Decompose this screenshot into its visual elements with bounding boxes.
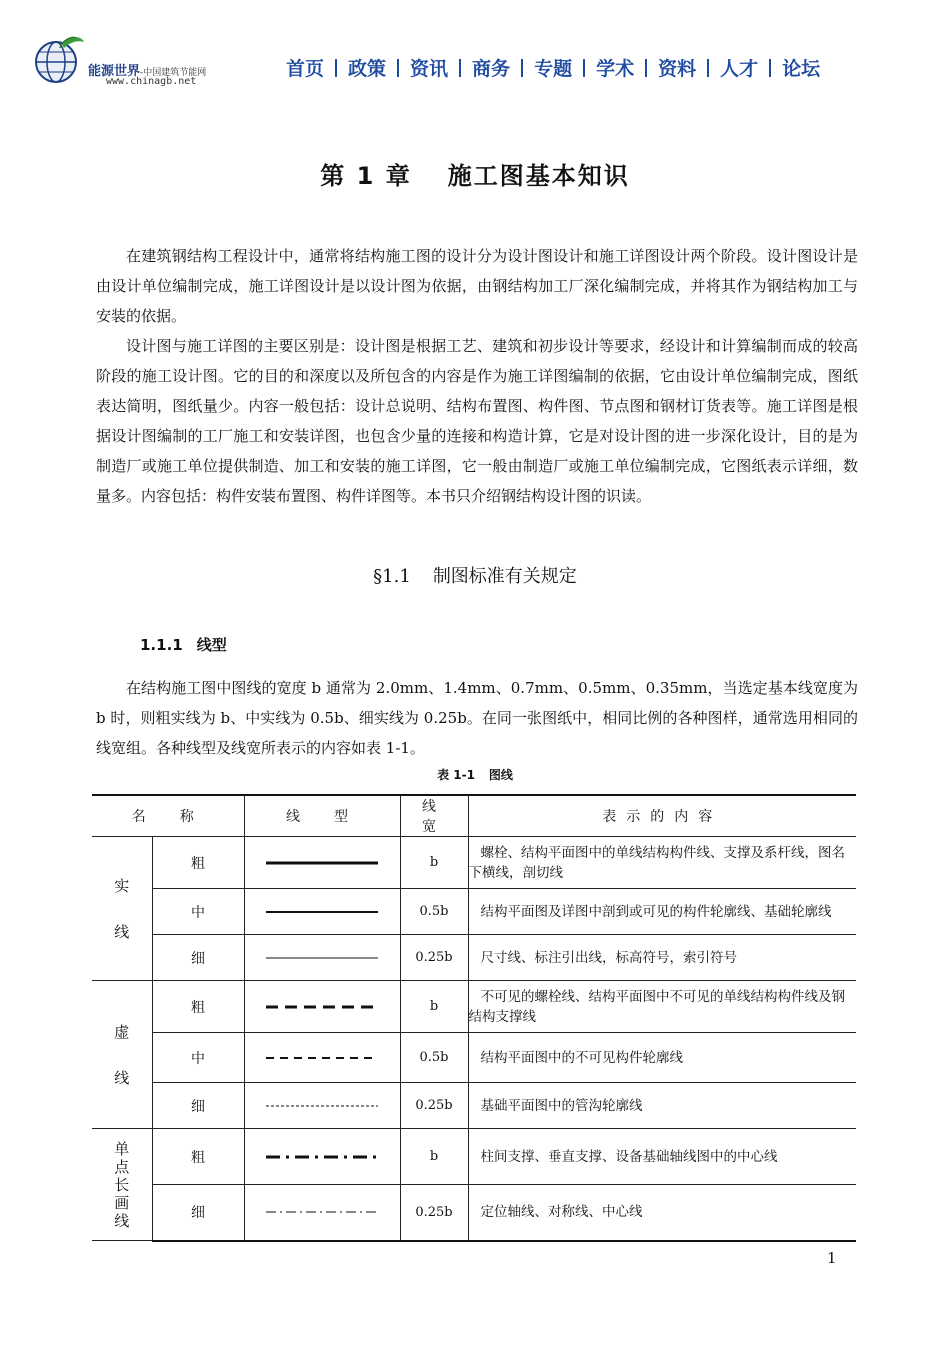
table-row bbox=[92, 1129, 856, 1185]
chapter-heading bbox=[0, 156, 950, 191]
header-name: 名 称 bbox=[92, 795, 244, 837]
line-weight: 粗 bbox=[152, 981, 244, 1033]
line-content: 结构平面图中的不可见构件轮廓线 bbox=[468, 1033, 856, 1083]
line-content: 柱间支撑、垂直支撑、设备基础轴线图中的中心线 bbox=[468, 1129, 856, 1185]
logo-name: 能源世界-中国建筑节能网 bbox=[88, 64, 207, 79]
line-type-table bbox=[92, 794, 856, 1242]
intro-paragraph-1: 在建筑钢结构工程设计中，通常将结构施工图的设计分为设计图设计和施工详图设计两个阶段。设计图设计是由设计单位编制完成，施工详图设计是以设计图为依据，由钢结构加工厂深化编制完成，并将其作为钢结构加工与安装的依据。 bbox=[96, 247, 858, 325]
line-content: 不可见的螺栓线、结构平面图中不可见的单线结构构件线及钢结构支撑线 bbox=[468, 981, 856, 1033]
line-width: 0.25b bbox=[400, 935, 468, 981]
line-content: 螺栓、结构平面图中的单线结构构件线、支撑及系杆线，图名下横线，剖切线 bbox=[468, 837, 856, 889]
nav-item[interactable]: 首页 bbox=[286, 58, 325, 80]
line-content: 结构平面图及详图中剖到或可见的构件轮廓线、基础轮廓线 bbox=[468, 889, 856, 935]
line-sample-graphic bbox=[262, 857, 382, 869]
group-name: 实 线 bbox=[92, 837, 152, 981]
table-row bbox=[92, 837, 856, 889]
header-content: 表示的内容 bbox=[468, 795, 856, 837]
line-sample-graphic bbox=[262, 906, 382, 918]
line-sample bbox=[244, 1129, 400, 1185]
line-sample-graphic bbox=[262, 1151, 382, 1163]
line-type-paragraph: 在结构施工图中图线的宽度 b 通常为 2.0mm、1.4mm、0.7mm、0.5mm、0.35mm，当选定基本线宽度为 b 时，则粗实线为 b、中实线为 0.5b、细实线为 0.25b。在同一张图纸中，相同比例的各种图样，通常选用相同的线宽组。各种线型及线宽所表示的内容如表 1-1。 bbox=[96, 679, 858, 757]
line-sample-graphic bbox=[262, 1052, 382, 1064]
line-sample bbox=[244, 889, 400, 935]
nav-separator bbox=[335, 59, 337, 77]
table-row bbox=[92, 935, 856, 981]
section-heading bbox=[0, 562, 950, 588]
line-sample bbox=[244, 935, 400, 981]
table-caption-number: 表 1-1 bbox=[437, 768, 475, 782]
subsection-heading bbox=[140, 634, 227, 655]
line-width: 0.5b bbox=[400, 1033, 468, 1083]
line-weight: 细 bbox=[152, 1083, 244, 1129]
line-weight: 中 bbox=[152, 1033, 244, 1083]
line-width: b bbox=[400, 837, 468, 889]
intro-paragraph-2: 设计图与施工详图的主要区别是：设计图是根据工艺、建筑和初步设计等要求，经设计和计算编制而成的较高阶段的施工设计图。它的目的和深度以及所包含的内容是作为施工详图编制的依据，它由设计单位编制完成，图纸表达简明，图纸量少。内容一般包括：设计总说明、结构布置图、构件图、节点图和钢材订货表等。施工详图是根据设计图编制的工厂施工和安装详图，也包含少量的连接和构造计算，它是对设计图的进一步深化设计，目的是为制造厂或施工单位提供制造、加工和安装的施工详图，它一般由制造厂或施工单位编制完成，它图纸表示详细，数量多。内容包括：构件安装布置图、构件详图等。本书只介绍钢结构设计图的识读。 bbox=[96, 337, 858, 505]
line-sample-graphic bbox=[262, 1100, 382, 1112]
logo-subtitle: -中国建筑节能网 bbox=[140, 68, 207, 78]
nav-item[interactable]: 人才 bbox=[720, 58, 759, 80]
nav-separator bbox=[397, 59, 399, 77]
table-row bbox=[92, 981, 856, 1033]
nav-item[interactable]: 论坛 bbox=[782, 58, 821, 80]
table-row bbox=[92, 889, 856, 935]
table-row bbox=[92, 1185, 856, 1241]
nav-separator bbox=[645, 59, 647, 77]
line-weight: 粗 bbox=[152, 837, 244, 889]
line-width: 0.5b bbox=[400, 889, 468, 935]
line-content: 尺寸线、标注引出线，标高符号，索引符号 bbox=[468, 935, 856, 981]
section-number: §1.1 bbox=[373, 566, 411, 587]
nav-separator bbox=[459, 59, 461, 77]
nav-separator bbox=[583, 59, 585, 77]
section-title: 制图标准有关规定 bbox=[432, 566, 577, 587]
line-width: b bbox=[400, 981, 468, 1033]
nav-item[interactable]: 资讯 bbox=[410, 58, 449, 80]
line-weight: 中 bbox=[152, 889, 244, 935]
line-content: 定位轴线、对称线、中心线 bbox=[468, 1185, 856, 1241]
nav-item[interactable]: 学术 bbox=[596, 58, 635, 80]
line-sample-graphic bbox=[262, 1001, 382, 1013]
nav-separator bbox=[769, 59, 771, 77]
group-name: 单 点 长 画 线 bbox=[92, 1129, 152, 1241]
line-weight: 细 bbox=[152, 935, 244, 981]
nav-item[interactable]: 商务 bbox=[472, 58, 511, 80]
table-row bbox=[92, 1033, 856, 1083]
subsection-number: 1.1.1 bbox=[140, 636, 183, 654]
line-sample bbox=[244, 1083, 400, 1129]
line-sample bbox=[244, 1185, 400, 1241]
line-sample-graphic bbox=[262, 952, 382, 964]
subsection-title: 线型 bbox=[196, 636, 227, 654]
line-width: 0.25b bbox=[400, 1083, 468, 1129]
header-width: 线 宽 bbox=[400, 795, 468, 837]
nav-item[interactable]: 政策 bbox=[348, 58, 387, 80]
site-header bbox=[0, 0, 950, 110]
line-sample bbox=[244, 1033, 400, 1083]
site-logo[interactable] bbox=[28, 28, 268, 98]
line-sample-graphic bbox=[262, 1206, 382, 1218]
header-line: 线 型 bbox=[244, 795, 400, 837]
globe-leaf-icon bbox=[32, 32, 86, 86]
nav-item[interactable]: 资料 bbox=[658, 58, 697, 80]
table-caption bbox=[0, 766, 950, 783]
line-content: 基础平面图中的管沟轮廓线 bbox=[468, 1083, 856, 1129]
table-caption-title: 图线 bbox=[488, 768, 513, 782]
nav-separator bbox=[521, 59, 523, 77]
line-weight: 粗 bbox=[152, 1129, 244, 1185]
line-width: 0.25b bbox=[400, 1185, 468, 1241]
chapter-title: 施工图基本知识 bbox=[447, 162, 630, 190]
line-sample bbox=[244, 837, 400, 889]
nav-separator bbox=[707, 59, 709, 77]
logo-url: www.chinagb.net bbox=[106, 76, 197, 87]
chapter-number: 第 1 章 bbox=[320, 162, 412, 190]
top-nav bbox=[286, 54, 820, 81]
table-header-row bbox=[92, 795, 856, 837]
line-width: b bbox=[400, 1129, 468, 1185]
table-row bbox=[92, 1083, 856, 1129]
nav-item[interactable]: 专题 bbox=[534, 58, 573, 80]
line-sample bbox=[244, 981, 400, 1033]
line-weight: 细 bbox=[152, 1185, 244, 1241]
page-number: 1 bbox=[827, 1249, 837, 1267]
group-name: 虚 线 bbox=[92, 981, 152, 1129]
